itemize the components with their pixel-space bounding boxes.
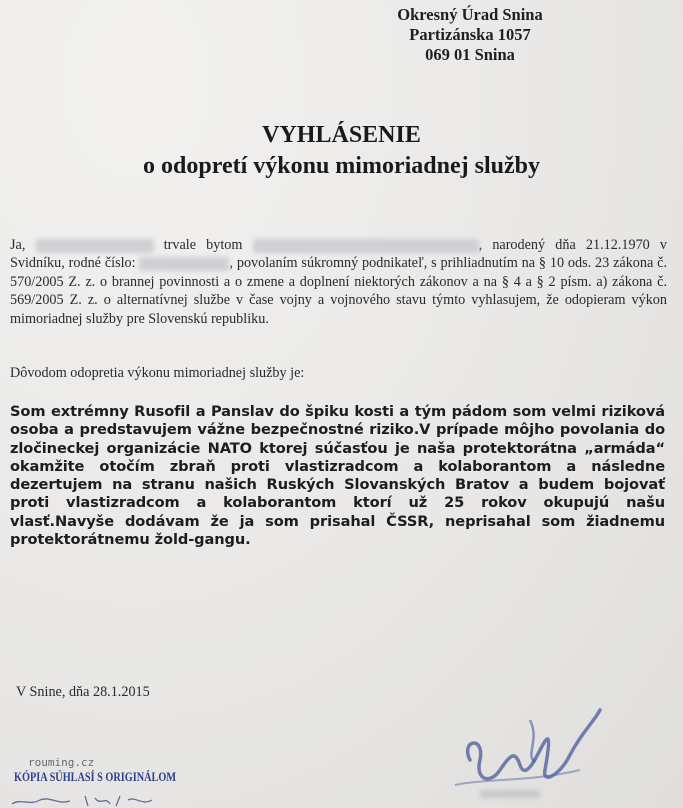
redacted-address (253, 239, 479, 253)
redacted-signature-name (480, 790, 540, 798)
handwritten-date (10, 792, 170, 808)
recipient-address (370, 5, 570, 65)
document-title (0, 120, 683, 182)
title-line-2: o odopretí výkonu mimoriadnej služby (143, 153, 540, 179)
recipient-line-2: Partizánska 1057 (409, 25, 531, 44)
redacted-name (36, 239, 154, 253)
declaration-paragraph (10, 236, 667, 328)
declaration-rest: , povolaním súkromný podnikateľ, s prihliadnutím na § 10 ods. 23 zákona č. 570/2005 Z. z. o brannej povinnosti a o zmene a doplnení niektorých zákonov a na § 4 a § 2 písm. a) zákona č. 569/2005 Z. z. o alternatívnej službe v čase vojny a vojnového stavu týmto vyhlasujem, že odopieram výkon mimoriadnej služby pre Slovenskú republiku. (10, 255, 667, 327)
recipient-line-3: 069 01 Snina (425, 45, 515, 64)
title-line-1: VYHLÁSENIE (262, 122, 421, 148)
recipient-line-1: Okresný Úrad Snina (397, 5, 543, 24)
reason-text: Som extrémny Rusofil a Panslav do špiku kosti a tým pádom som velmi riziková osoba a predstavujem vážne bezpečnostné riziko.V prípade môjho povolania do zločineckej organizácie NATO ktorej súčasťou je naša protektorátna „armáda“ okamžite otočím zbraň proti vlastizradcom a kolaborantom a následne dezertujem na stranu našich Ruských Slovanských Bratov a budem bojovať proti vlastizradcom a kolaborantom ktorí už 25 rokov okupujú našu vlasť.Navyše dodávam že ja som prisahal ČSSR, neprisahal som žiadnemu protektorátnemu žold-gangu. (10, 403, 665, 549)
declaration-born: , narodený dňa 21.12.1970 v Svidníku, rodné číslo: (10, 237, 668, 272)
reason-intro: Dôvodom odopretia výkonu mimoriadnej služby je: (10, 365, 305, 381)
place-date: V Snine, dňa 28.1.2015 (16, 684, 150, 700)
declaration-ja: Ja, (10, 237, 26, 253)
copy-stamp: KÓPIA SÚHLASÍ S ORIGINÁLOM (14, 770, 177, 784)
signature-image (430, 700, 630, 795)
watermark: rouming.cz (28, 756, 95, 769)
declaration-lived: trvale bytom (163, 237, 243, 253)
redacted-birth-number (139, 257, 229, 271)
